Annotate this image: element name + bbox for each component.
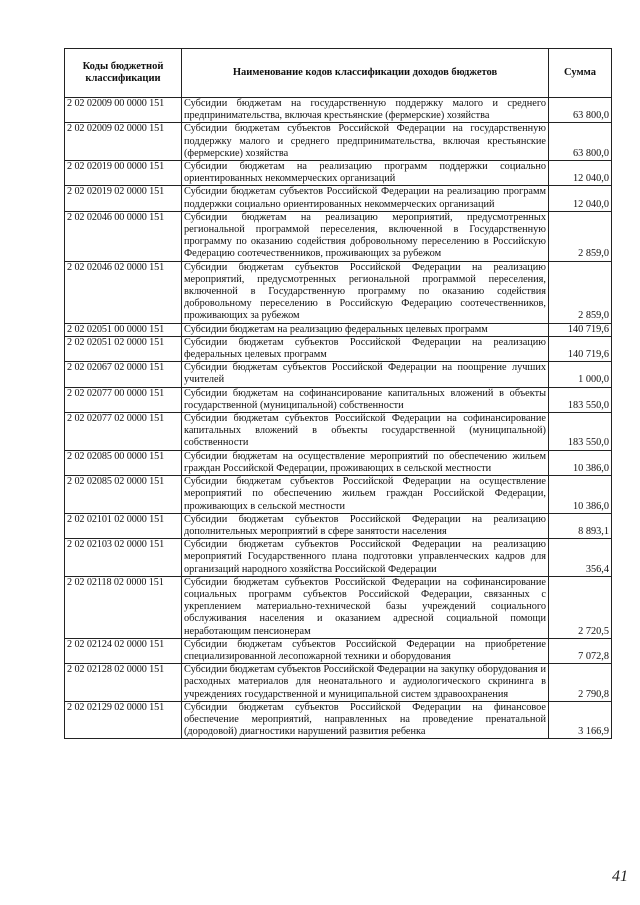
row-name: Субсидии бюджетам субъектов Российской Федерации на закупку оборудования и расходных материалов для неонатального и аудиологического скрининга в учреждениях государственной и муниципальной систем здравоохранения [182, 664, 549, 702]
row-name: Субсидии бюджетам субъектов Российской Федерации на приобретение специализированной лесопожарной техники и оборудования [182, 638, 549, 663]
table-row [65, 513, 612, 538]
table-row [65, 211, 612, 261]
table-row [65, 539, 612, 577]
row-name: Субсидии бюджетам субъектов Российской Федерации на софинансирование капитальных вложений в объекты государственной (муниципальной) собственности [182, 413, 549, 451]
row-sum: 2 859,0 [549, 211, 612, 261]
row-code: 2 02 02103 02 0000 151 [65, 539, 182, 577]
row-sum: 63 800,0 [549, 98, 612, 123]
row-code: 2 02 02009 00 0000 151 [65, 98, 182, 123]
row-sum: 3 166,9 [549, 701, 612, 739]
row-name: Субсидии бюджетам субъектов Российской Федерации на реализацию программ поддержки социально ориентированных некоммерческих организаций [182, 186, 549, 211]
table-row [65, 413, 612, 451]
row-code: 2 02 02019 00 0000 151 [65, 161, 182, 186]
header-name: Наименование кодов классификации доходов бюджетов [182, 49, 549, 98]
row-name: Субсидии бюджетам на государственную поддержку малого и среднего предпринимательства, включая крестьянские (фермерские) хозяйства [182, 98, 549, 123]
row-sum: 7 072,8 [549, 638, 612, 663]
row-code: 2 02 02128 02 0000 151 [65, 664, 182, 702]
row-code: 2 02 02118 02 0000 151 [65, 576, 182, 638]
row-code: 2 02 02051 02 0000 151 [65, 336, 182, 361]
table-header-row [65, 49, 612, 98]
table-row [65, 123, 612, 161]
row-sum: 2 859,0 [549, 261, 612, 323]
row-name: Субсидии бюджетам субъектов Российской Федерации на осуществление мероприятий по обеспечению жильем граждан Российской Федерации, проживающих в сельской местности [182, 476, 549, 514]
row-name: Субсидии бюджетам на софинансирование капитальных вложений в объекты государственной (муниципальной) собственности [182, 387, 549, 412]
budget-table [64, 48, 612, 739]
row-name: Субсидии бюджетам субъектов Российской Федерации на реализацию мероприятий, предусмотренных региональной программой переселения, включенной в Государственную программу по оказанию содействия добровольному переселению в Российскую Федерацию соотечественников, проживающих за рубежом [182, 261, 549, 323]
row-code: 2 02 02046 02 0000 151 [65, 261, 182, 323]
header-sum: Сумма [549, 49, 612, 98]
row-sum: 8 893,1 [549, 513, 612, 538]
row-sum: 140 719,6 [549, 323, 612, 336]
row-sum: 1 000,0 [549, 362, 612, 387]
row-name: Субсидии бюджетам субъектов Российской Федерации на поощрение лучших учителей [182, 362, 549, 387]
row-name: Субсидии бюджетам субъектов Российской Федерации на софинансирование социальных программ субъектов Российской Федерации, связанных с укреплением материально-технической базы учреждений социального обслуживания населения и оказанием адресной социальной помощи неработающим пенсионерам [182, 576, 549, 638]
row-code: 2 02 02077 02 0000 151 [65, 413, 182, 451]
table-row [65, 186, 612, 211]
row-sum: 183 550,0 [549, 387, 612, 412]
row-name: Субсидии бюджетам на осуществление мероприятий по обеспечению жильем граждан Российской Федерации, проживающих в сельской местности [182, 450, 549, 475]
row-name: Субсидии бюджетам субъектов Российской Федерации на реализацию федеральных целевых программ [182, 336, 549, 361]
row-sum: 12 040,0 [549, 161, 612, 186]
row-code: 2 02 02085 02 0000 151 [65, 476, 182, 514]
row-code: 2 02 02129 02 0000 151 [65, 701, 182, 739]
row-name: Субсидии бюджетам на реализацию программ поддержки социально ориентированных некоммерческих организаций [182, 161, 549, 186]
row-code: 2 02 02085 00 0000 151 [65, 450, 182, 475]
table-row [65, 701, 612, 739]
row-code: 2 02 02077 00 0000 151 [65, 387, 182, 412]
table-row [65, 161, 612, 186]
header-code: Коды бюджетной классификации [65, 49, 182, 98]
table-row [65, 638, 612, 663]
row-sum: 10 386,0 [549, 450, 612, 475]
row-code: 2 02 02051 00 0000 151 [65, 323, 182, 336]
row-code: 2 02 02019 02 0000 151 [65, 186, 182, 211]
row-code: 2 02 02009 02 0000 151 [65, 123, 182, 161]
table-row [65, 323, 612, 336]
row-sum: 12 040,0 [549, 186, 612, 211]
row-name: Субсидии бюджетам субъектов Российской Федерации на финансовое обеспечение мероприятий, направленных на проведение пренатальной (дородовой) диагностики нарушений развития ребенка [182, 701, 549, 739]
row-code: 2 02 02101 02 0000 151 [65, 513, 182, 538]
table-row [65, 98, 612, 123]
row-name: Субсидии бюджетам на реализацию мероприятий, предусмотренных региональной программой переселения, включенной в Государственную программу по оказанию содействия добровольному переселению в Российскую Федерацию соотечественников, проживающих за рубежом [182, 211, 549, 261]
table-row [65, 261, 612, 323]
row-name: Субсидии бюджетам субъектов Российской Федерации на реализацию мероприятий Государственного плана подготовки управленческих кадров для организаций народного хозяйства Российской Федерации [182, 539, 549, 577]
row-sum: 356,4 [549, 539, 612, 577]
table-row [65, 450, 612, 475]
row-name: Субсидии бюджетам субъектов Российской Федерации на государственную поддержку малого и среднего предпринимательства, включая крестьянские (фермерские) хозяйства [182, 123, 549, 161]
table-row [65, 387, 612, 412]
row-sum: 10 386,0 [549, 476, 612, 514]
table-body [65, 98, 612, 739]
row-code: 2 02 02124 02 0000 151 [65, 638, 182, 663]
table-row [65, 362, 612, 387]
page-number: 41 [612, 868, 628, 885]
row-sum: 63 800,0 [549, 123, 612, 161]
table-row [65, 336, 612, 361]
row-code: 2 02 02067 02 0000 151 [65, 362, 182, 387]
row-sum: 183 550,0 [549, 413, 612, 451]
row-sum: 140 719,6 [549, 336, 612, 361]
row-sum: 2 720,5 [549, 576, 612, 638]
row-name: Субсидии бюджетам на реализацию федеральных целевых программ [182, 323, 549, 336]
table-row [65, 664, 612, 702]
table-row [65, 576, 612, 638]
row-sum: 2 790,8 [549, 664, 612, 702]
row-name: Субсидии бюджетам субъектов Российской Федерации на реализацию дополнительных мероприятий в сфере занятости населения [182, 513, 549, 538]
table-row [65, 476, 612, 514]
row-code: 2 02 02046 00 0000 151 [65, 211, 182, 261]
